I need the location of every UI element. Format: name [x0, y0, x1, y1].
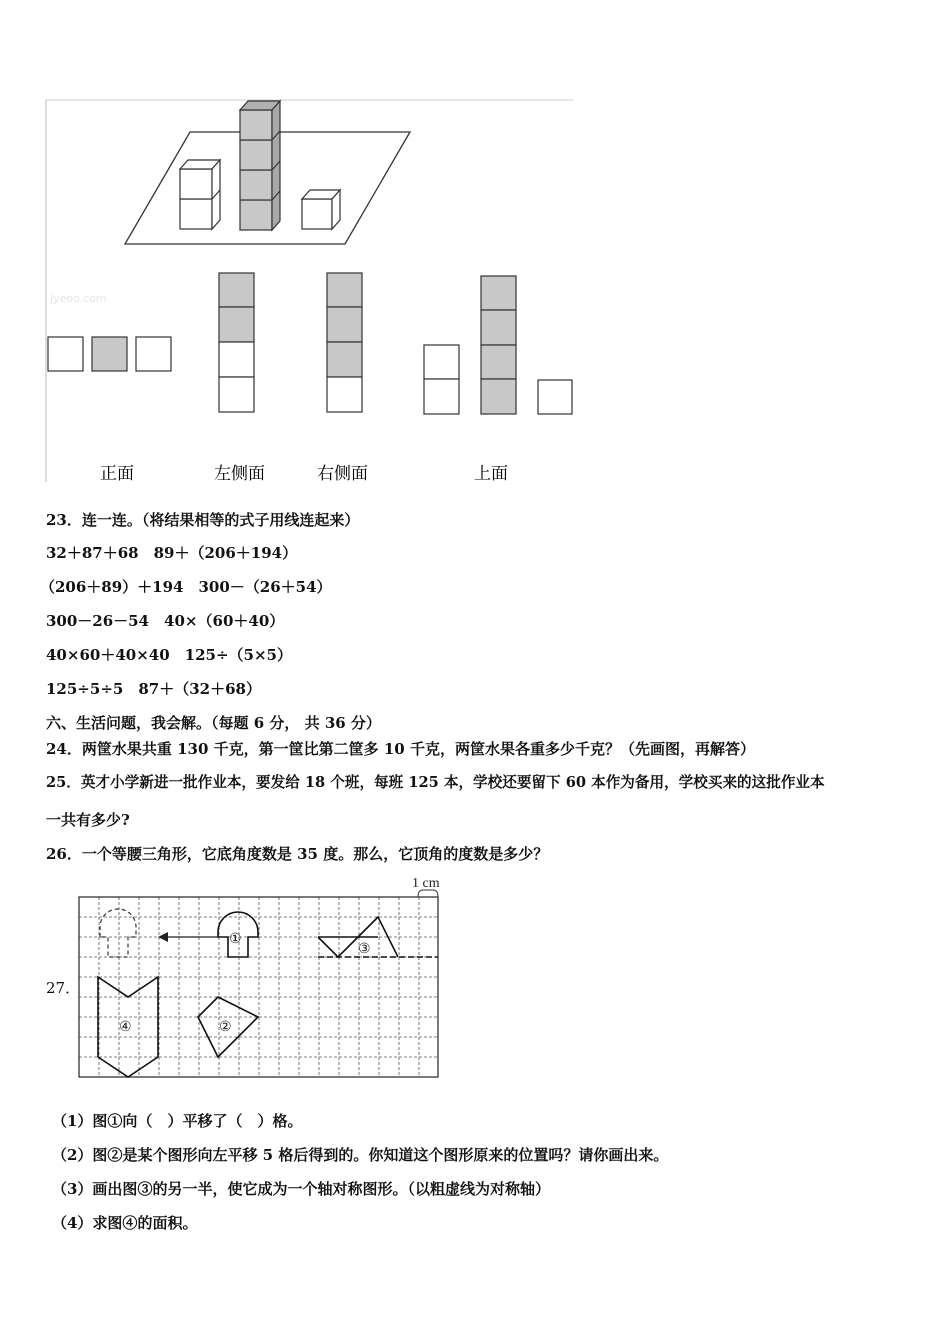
- cube-stack-left: [180, 160, 220, 229]
- q23-row-5: 125÷5÷5 87＋（32＋68）: [46, 680, 261, 698]
- q27-number: 27．: [46, 979, 81, 997]
- q24-text: 24．两筐水果共重 130 千克，第一筐比第二筐多 10 千克，两筐水果各重多少千克？（先画图，再解答）: [46, 740, 755, 758]
- grid-border: [79, 897, 438, 1077]
- label-top: 上面: [474, 464, 508, 484]
- q27-grid-figure: [70, 870, 450, 1085]
- scale-bracket: [418, 890, 438, 897]
- q23-row-4: 40×60＋40×40 125÷（5×5）: [46, 646, 292, 664]
- q27-sub-4: （4）求图④的面积。: [52, 1214, 198, 1232]
- cube-stack-right: [302, 190, 340, 229]
- top-view: [424, 276, 572, 414]
- q27-sub-2: （2）图②是某个图形向左平移 5 格后得到的。你知道这个图形原来的位置吗？请你画出来。: [52, 1146, 669, 1164]
- q25-line-1: 25．英才小学新进一批作业本，要发给 18 个班，每班 125 本，学校还要留下 60 本作为备用，学校买来的这批作业本: [46, 774, 825, 791]
- shape-4-label: ④: [119, 1019, 132, 1035]
- cube-stack-middle: [240, 101, 280, 230]
- shape-1-ghost: [100, 909, 136, 957]
- q23-title: 23．连一连。（将结果相等的式子用线连起来）: [46, 511, 360, 529]
- right-side-view: [327, 273, 362, 412]
- shape-3-label: ③: [358, 941, 371, 957]
- label-left-side: 左侧面: [214, 464, 265, 484]
- q23-row-1: 32＋87＋68 89＋（206＋194）: [46, 544, 298, 562]
- label-right-side: 右侧面: [317, 464, 368, 484]
- q25-line-2: 一共有多少?: [46, 811, 130, 829]
- q27-sub-3: （3）画出图③的另一半，使它成为一个轴对称图形。（以粗虚线为对称轴）: [52, 1180, 550, 1198]
- front-view: [48, 337, 171, 371]
- left-side-view: [219, 273, 254, 412]
- label-front: 正面: [100, 464, 134, 484]
- q23-row-2: （206＋89）＋194 300－（26＋54）: [40, 578, 332, 596]
- shape-2-label: ②: [219, 1019, 232, 1035]
- watermark: jyeoo.com: [50, 292, 107, 305]
- q27-sub-1: （1）图①向（ ）平移了（ ）格。: [52, 1112, 303, 1130]
- section-6-heading: 六、生活问题，我会解。（每题 6 分， 共 36 分）: [46, 714, 381, 732]
- q23-row-3: 300－26－54 40×（60＋40）: [46, 612, 285, 630]
- cube-views-figure: [0, 95, 600, 495]
- scale-label: 1 cm: [412, 876, 440, 891]
- shape-1-label: ①: [229, 931, 242, 947]
- q26-text: 26．一个等腰三角形，它底角度数是 35 度。那么，它顶角的度数是多少？: [46, 845, 549, 863]
